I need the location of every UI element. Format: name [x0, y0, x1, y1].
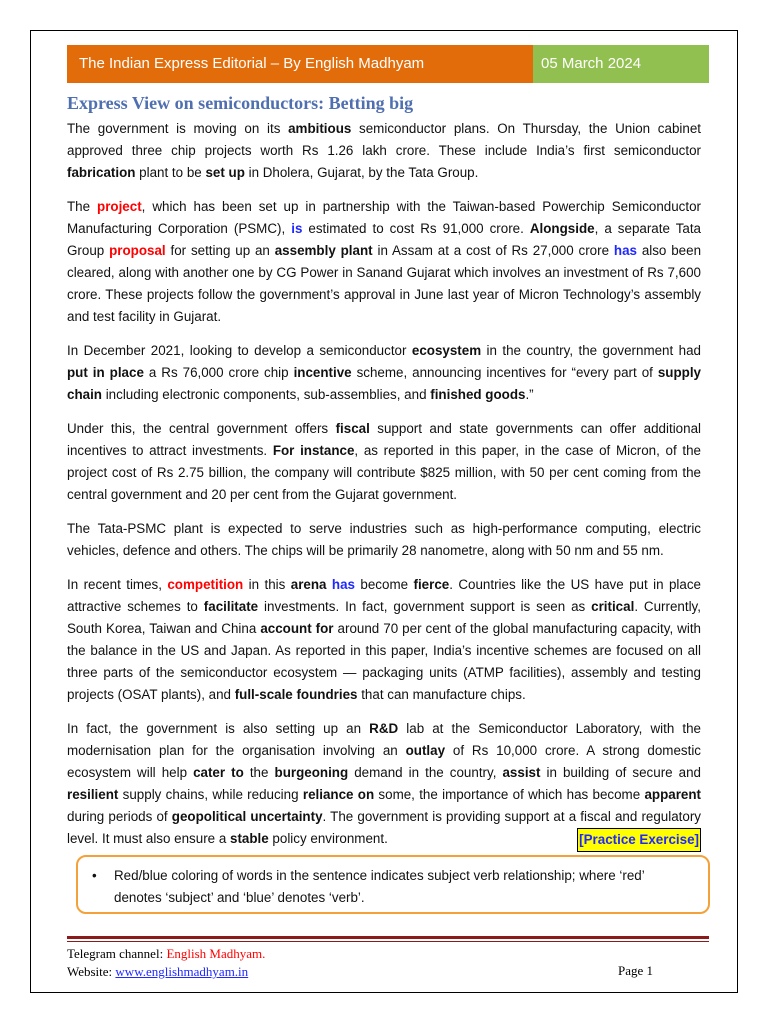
paragraph-2: The project, which has been set up in partnership with the Taiwan-based Powerchip Semiconductor Manufacturing Corporation (PSMC), is estimated to cost Rs 91,000 crore. Alongside, a separate Tata Group proposal for setting up an assembly plant in Assam at a cost of Rs 27,000 crore has also been cleared, along with another one by CG Power in Sanand Gujarat which involves an investment of Rs 7,600 crore. These projects follow the government’s approval in June last year of Micron Technology’s assembly and test facility in Gujarat.	[67, 199, 702, 324]
paragraph-3: In December 2021, looking to develop a semiconductor ecosystem in the country, the government had put in place a Rs 76,000 crore chip incentive scheme, announcing incentives for “every part of supply chain including electronic components, sub-assemblies, and finished goods.”	[67, 343, 701, 402]
header-bar	[67, 45, 709, 83]
paragraph-4: Under this, the central government offers fiscal support and state governments can offer additional incentives to attract investments. For instance, as reported in this paper, in the case of Micron, of the project cost of Rs 2.75 billion, the company will contribute $825 million, with 50 per cent coming from the central government and 20 per cent from the Gujarat government.	[67, 421, 702, 502]
paragraph-5: The Tata-PSMC plant is expected to serve industries such as high-performance computing, electric vehicles, defence and others. The chips will be primarily 28 nanometre, along with 50 nm and 55 nm.	[67, 521, 701, 558]
paragraph-1: The government is moving on its ambitious semiconductor plans. On Thursday, the Union cabinet approved three chip projects worth Rs 1.26 lakh crore. These include India’s first semiconductor fabrication plant to be set up in Dholera, Gujarat, by the Tata Group.	[67, 121, 701, 180]
paragraph-6: In recent times, competition in this arena has become fierce. Countries like the US have put in place attractive schemes to facilitate investments. In fact, government support is seen as critical. Currently, South Korea, Taiwan and China account for around 70 per cent of the global manufacturing capacity, with the balance in the US and Japan. As reported in this paper, India’s incentive schemes are focused on all three parts of the semiconductor ecosystem — packaging units (ATMP facilities), assembly and testing projects (OSAT plants), and full-scale foundries that can manufacture chips.	[67, 577, 701, 702]
website-link[interactable]: www.englishmadhyam.in	[115, 964, 249, 979]
telegram-label: Telegram channel:	[67, 946, 167, 961]
footer-divider-thick	[67, 936, 709, 939]
note-box	[76, 855, 710, 914]
article-body	[67, 118, 701, 862]
header-title: The Indian Express Editorial – By English Madhyam	[67, 45, 533, 83]
footer-divider-thin	[67, 941, 709, 942]
page-number: Page 1	[617, 963, 653, 978]
footer	[67, 945, 709, 981]
note-text: Red/blue coloring of words in the sentence indicates subject verb relationship; where ‘red’ denotes ‘subject’ and ‘blue’ denotes ‘verb’.	[114, 868, 645, 905]
telegram-line	[67, 945, 709, 963]
bullet-icon: •	[92, 868, 97, 883]
practice-exercise-link[interactable]: [Practice Exercise]	[577, 828, 701, 852]
article-title: Express View on semiconductors: Betting big	[67, 93, 414, 113]
paragraph-7: In fact, the government is also setting up an R&D lab at the Semiconductor Laboratory, with the modernisation plan for the organisation involving an outlay of Rs 10,000 crore. A strong domestic ecosystem will help cater to the burgeoning demand in the country, assist in building of secure and resilient supply chains, while reducing reliance on some, the importance of which has become apparent during periods of geopolitical uncertainty. The government is providing support at a fiscal and regulatory level. It must also ensure a stable policy environment. [Practice Exercise]	[67, 718, 701, 850]
website-line	[67, 963, 709, 981]
telegram-channel: English Madhyam.	[166, 946, 266, 961]
website-label: Website:	[67, 964, 116, 979]
header-date: 05 March 2024	[533, 45, 709, 83]
